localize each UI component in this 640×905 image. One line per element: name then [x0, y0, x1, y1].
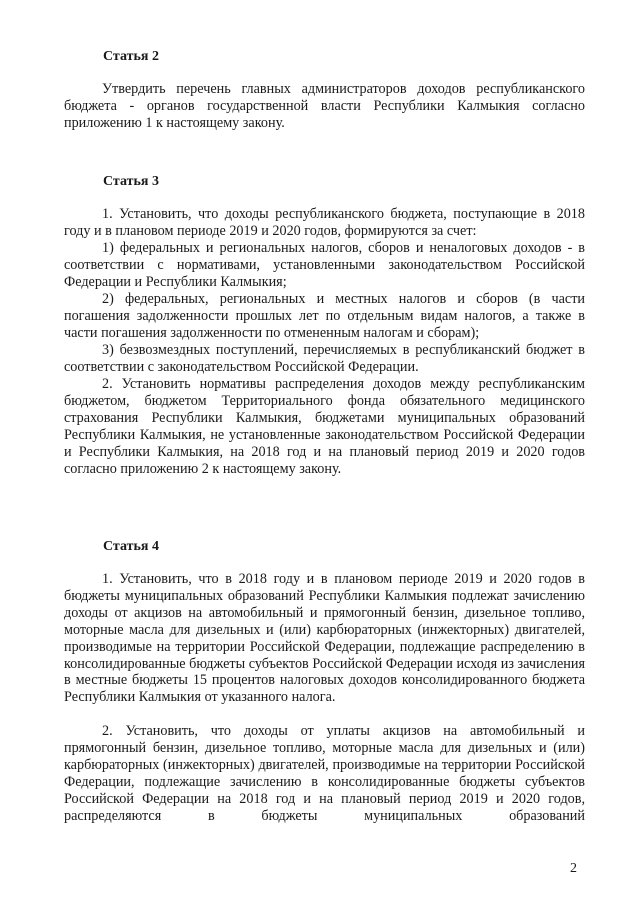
article-3-paragraph-3: 2) федеральных, региональных и местных налогов и сборов (в части погашения задолженности прошлых лет по отдельным видам налогов, а также в части погашения задолженности по отмененным налогам и сборам);	[64, 291, 585, 341]
article-4-paragraph-2: 2. Установить, что доходы от уплаты акцизов на автомобильный и прямогонный бензин, дизельное топливо, моторные масла для дизельных и (или) карбюраторных (инжекторных) двигателей, производимые на территории Российской Федерации, подлежащие зачислению в консолидированные бюджеты субъектов Российской Федерации на 2018 год и на плановый период 2019 и 2020 годов, распределяются в бюджеты муниципальных образований	[64, 723, 585, 824]
article-3-paragraph-1: 1. Установить, что доходы республиканского бюджета, поступающие в 2018 году и в плановом периоде 2019 и 2020 годов, формируются за счет:	[64, 206, 585, 239]
article-3-paragraph-4: 3) безвозмездных поступлений, перечисляемых в республиканский бюджет в соответствии с законодательством Российской Федерации.	[64, 342, 585, 375]
article-3-paragraph-5: 2. Установить нормативы распределения доходов между республиканским бюджетом, бюджетом Территориального фонда обязательного медицинского страхования Республики Калмыкия, бюджетами муниципальных образований Республики Калмыкия, не установленные законодательством Российской Федерации и Республики Калмыкия, на 2018 год и на плановый период 2019 и 2020 годов согласно приложению 2 к настоящему закону.	[64, 376, 585, 477]
page-number: 2	[570, 861, 577, 876]
article-2-paragraph-1: Утвердить перечень главных администраторов доходов республиканского бюджета - органов государственной власти Республики Калмыкия согласно приложению 1 к настоящему закону.	[64, 81, 585, 131]
article-3-heading: Статья 3	[103, 174, 159, 189]
article-2-heading: Статья 2	[103, 49, 159, 64]
article-3-paragraph-2: 1) федеральных и региональных налогов, сборов и неналоговых доходов - в соответствии с нормативами, установленными законодательством Российской Федерации и Республики Калмыкия;	[64, 240, 585, 290]
article-4-heading: Статья 4	[103, 539, 159, 554]
article-4-paragraph-1: 1. Установить, что в 2018 году и в плановом периоде 2019 и 2020 годов в бюджеты муниципальных образований Республики Калмыкия подлежат зачислению доходы от акцизов на автомобильный и прямогонный бензин, дизельное топливо, моторные масла для дизельных и (или) карбюраторных (инжекторных) двигателей, производимые на территории Российской Федерации, подлежащие распределению в консолидированные бюджеты субъектов Российской Федерации исходя из зачисления в местные бюджеты 15 процентов налоговых доходов консолидированного бюджета Республики Калмыкия от указанного налога.	[64, 571, 585, 706]
